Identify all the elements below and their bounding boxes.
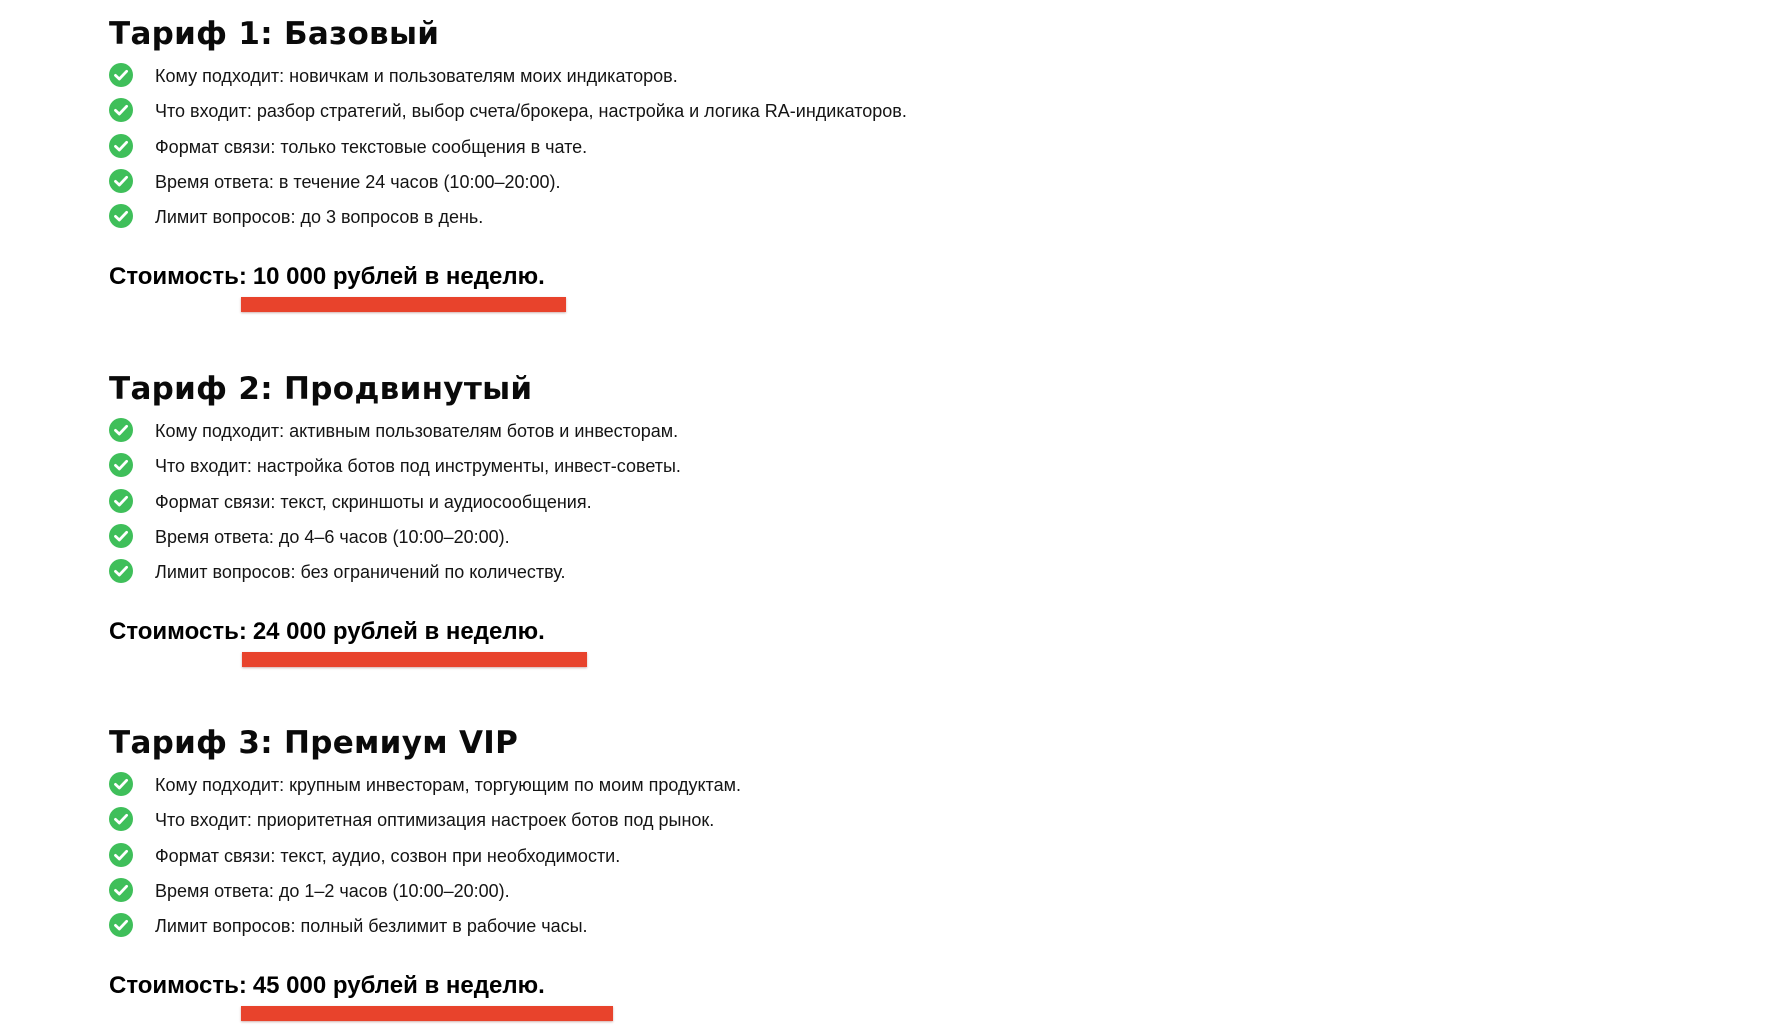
price-underline <box>241 297 566 312</box>
check-circle-icon <box>109 134 133 158</box>
check-circle-icon <box>109 524 133 548</box>
feature-item <box>109 489 681 524</box>
check-circle-icon <box>109 204 133 228</box>
feature-text: Что входит: приоритетная оптимизация настроек ботов под рынок. <box>155 810 715 831</box>
tariff-title: Тариф 3: Премиум VIP <box>109 725 519 761</box>
feature-item <box>109 418 681 453</box>
feature-item <box>109 878 741 913</box>
feature-item <box>109 134 907 169</box>
feature-list <box>109 63 907 239</box>
feature-text: Формат связи: текст, аудио, созвон при необходимости. <box>155 845 621 866</box>
tariff-title: Тариф 2: Продвинутый <box>109 371 533 407</box>
check-circle-icon <box>109 559 133 583</box>
feature-text: Что входит: настройка ботов под инструменты, инвест-советы. <box>155 456 681 477</box>
feature-text: Кому подходит: крупным инвесторам, торгующим по моим продуктам. <box>155 775 741 795</box>
price <box>109 618 545 646</box>
feature-text: Кому подходит: новичкам и пользователям моих индикаторов. <box>155 66 678 86</box>
feature-text: Лимит вопросов: полный безлимит в рабочие часы. <box>155 916 588 936</box>
price-underline <box>242 652 587 667</box>
feature-item <box>109 524 681 559</box>
feature-item <box>109 169 907 204</box>
price-label: Стоимость: <box>109 618 247 645</box>
feature-item <box>109 204 907 239</box>
check-circle-icon <box>109 489 133 513</box>
check-circle-icon <box>109 169 133 193</box>
feature-item <box>109 807 741 842</box>
feature-item <box>109 772 741 807</box>
price-value: 45 000 рублей в неделю. <box>252 972 545 999</box>
feature-list <box>109 772 741 948</box>
feature-item <box>109 453 681 488</box>
price-underline <box>241 1006 613 1021</box>
price-label: Стоимость: <box>109 972 247 999</box>
check-circle-icon <box>109 63 133 87</box>
price <box>109 263 545 291</box>
feature-text: Что входит: разбор стратегий, выбор счета/брокера, настройка и логика RA-индикаторов. <box>155 101 907 122</box>
check-circle-icon <box>109 98 133 122</box>
feature-text: Лимит вопросов: без ограничений по количеству. <box>155 562 566 582</box>
check-circle-icon <box>109 913 133 937</box>
price-value: 24 000 рублей в неделю. <box>252 618 545 645</box>
feature-item <box>109 843 741 878</box>
feature-text: Формат связи: текст, скриншоты и аудиосообщения. <box>155 491 592 512</box>
check-circle-icon <box>109 878 133 902</box>
check-circle-icon <box>109 772 133 796</box>
check-circle-icon <box>109 453 133 477</box>
check-circle-icon <box>109 843 133 867</box>
feature-text: Формат связи: только текстовые сообщения в чате. <box>155 136 588 157</box>
check-circle-icon <box>109 807 133 831</box>
feature-text: Лимит вопросов: до 3 вопросов в день. <box>155 207 484 227</box>
feature-text: Кому подходит: активным пользователям ботов и инвесторам. <box>155 421 679 441</box>
feature-item <box>109 63 907 98</box>
check-circle-icon <box>109 418 133 442</box>
feature-text: Время ответа: до 1–2 часов (10:00–20:00). <box>155 880 510 901</box>
price-label: Стоимость: <box>109 263 247 290</box>
feature-text: Время ответа: в течение 24 часов (10:00–20:00). <box>155 171 561 192</box>
price-value: 10 000 рублей в неделю. <box>252 263 545 290</box>
price <box>109 972 545 1000</box>
feature-item <box>109 559 681 594</box>
feature-list <box>109 418 681 594</box>
feature-item <box>109 98 907 133</box>
tariff-title: Тариф 1: Базовый <box>109 16 440 52</box>
feature-item <box>109 913 741 948</box>
feature-text: Время ответа: до 4–6 часов (10:00–20:00). <box>155 526 510 547</box>
